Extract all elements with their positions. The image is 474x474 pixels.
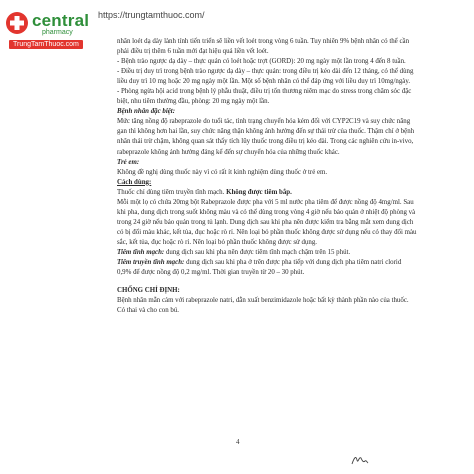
route-text: Thuốc chỉ dùng tiêm truyền tĩnh mạch. xyxy=(117,188,225,196)
paragraph-pregnancy: Có thai và cho con bú. xyxy=(117,307,180,315)
paragraph-gord: - Bệnh trào ngược dạ dày – thực quản có loét hoặc trợt (GORD): 20 mg ngày một lần trong 4 đến 8 tuần. xyxy=(117,58,406,66)
paragraph-ulcer-healing: nhân loét dạ dày lành tính tiến triển sẽ liền vết loét trong vòng 6 tuần. Tuy nhiên 9% bệnh nhân có thể cần phải điều trị thêm 6 tuần mới đạt hiệu quả liền vết loét. xyxy=(117,38,410,56)
heading-usage: Cách dùng: xyxy=(117,178,152,186)
page-number: 4 xyxy=(236,438,240,446)
pharmacy-cross-icon xyxy=(5,11,29,35)
paragraph-hypersensitivity: Bệnh nhân mẫn cảm với rabeprazole natri, dẫn xuất benzimidazole hoặc bất kỳ thành phần nào của thuốc. xyxy=(117,297,409,305)
brand-name: central xyxy=(32,11,90,30)
iv-injection-text: dung dịch sau khi pha nên được tiêm tĩnh mạch chậm trên 15 phút. xyxy=(165,248,351,256)
heading-children: Trẻ em: xyxy=(117,158,140,166)
central-pharmacy-logo xyxy=(5,9,90,51)
iv-injection-label: Tiêm tĩnh mạch: xyxy=(117,248,165,256)
paragraph-prevention: - Phòng ngừa hội acid trong bệnh lý phẫu thuật, điều trị tổn thương niêm mạc do stress trong chăm sóc đặc biệt, nhu tiêm thường đầu, phòng: 20 mg ngày một lần. xyxy=(117,88,412,106)
brand-tag: TrungTamThuoc.com xyxy=(9,40,83,49)
route-warning: Không được tiêm bắp. xyxy=(226,188,292,196)
site-url[interactable]: https://trungtamthuoc.com/ xyxy=(98,10,205,20)
paragraph-route xyxy=(117,188,417,198)
paragraph-iv-injection xyxy=(117,248,417,258)
brand-sub: pharmacy xyxy=(42,29,73,36)
paragraph-children: Không đề nghị dùng thuốc này vì có rất ít kinh nghiệm dùng thuốc ở trẻ em. xyxy=(117,168,328,176)
iv-infusion-label: Tiêm truyền tĩnh mạch: xyxy=(117,259,185,267)
heading-contraindications: CHỐNG CHỈ ĐỊNH: xyxy=(117,287,180,295)
paragraph-maintenance: - Điều trị duy trì trong bệnh trào ngược dạ dày – thực quản: trong điều trị kéo dài đến 12 tháng, có thể dùng liều duy trì 10 mg hoặc 20 mg ngày một lần. Một số bệnh nhân có thể đáp ứng với liều duy trì 10mg/ngày. xyxy=(117,68,414,86)
document-body xyxy=(117,37,417,316)
paragraph-special-patients: Mức tăng nồng độ rabeprazole do tuổi tác, tình trạng chuyển hóa kém đối với CYP2C19 và suy chức năng gan thì không hơn hai lần, suy chức năng thận không ảnh hưởng đến sự thải trừ của thuốc. Thậm chí ở bệnh nhân thải trừ chậm, không quan sát thấy tích lũy thuốc trong điều trị kéo dài. Trong các nghiên cứu in-vivo, rabeprazole không ảnh hưởng đáng kể đến sự chuyển hóa của những thuốc khác. xyxy=(117,118,415,156)
paragraph-reconstitution: Mỗi một lọ có chứa 20mg bột Rabeprazole được pha với 5 ml nước pha tiêm để được nồng độ 4mg/ml. Sau khi pha, dung dịch trong suốt không màu và có thể dùng trong vòng 4 giờ nếu bảo quản ở nhiệt độ phòng và trong 24 giờ nếu bảo quản trong tủ lạnh. Dung dịch sau khi pha nên được kiểm tra bằng mắt xem dung dịch có bị đổi màu khác, kết tủa, đục hoặc rò rỉ. Nên loại bỏ phần thuốc không được sử dụng nếu có thay đổi màu sắc, kết tủa, đục hoặc rò rỉ. Nên loại bỏ phần thuốc không được sử dụng. xyxy=(117,198,417,246)
handwritten-signature xyxy=(350,452,370,468)
paragraph-iv-infusion xyxy=(117,258,417,278)
iv-infusion-text: dung dịch sau khi pha ở trên được pha tiếp với dung dịch pha tiêm natri clorid 0,9% để được nồng độ 0,2 mg/ml. Thời gian truyền từ 20 – 30 phút. xyxy=(117,259,402,277)
heading-special-patients: Bệnh nhân đặc biệt: xyxy=(117,108,176,116)
